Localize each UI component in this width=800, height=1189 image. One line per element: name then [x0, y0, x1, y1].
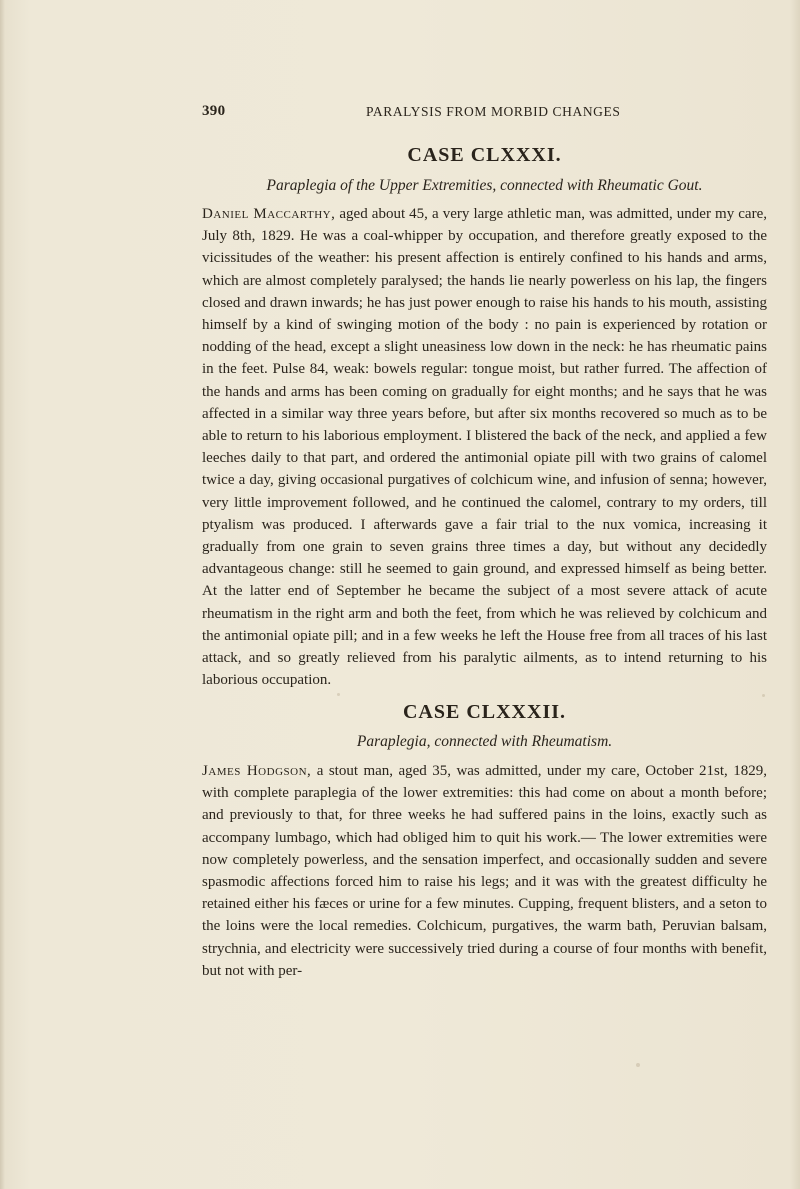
page-gutter-shadow [0, 0, 5, 1189]
case-heading-1: CASE CLXXXI. [407, 144, 562, 166]
running-header [202, 103, 767, 125]
patient-name-1: Daniel Maccarthy, [202, 206, 336, 222]
case-subtitle-2: Paraplegia, connected with Rheumatism. [356, 733, 613, 750]
running-title: PARALYSIS FROM MORBID CHANGES [366, 104, 621, 119]
case-paragraph-1 [202, 203, 767, 691]
case-paragraph-2 [202, 760, 767, 982]
paper-speck [337, 693, 340, 696]
page-number: 390 [202, 103, 226, 119]
paper-speck [762, 694, 765, 697]
case-text-1: aged about 45, a very large athletic man, was admitted, under my care, July 8th, 1829. He was a coal-whipper by occupation, and therefore greatly exposed to the vicissitudes of the weather: his present affection is entirely confined to his hands and arms, which are almost completely paralysed; the hands lie nearly powerless on his lap, the fingers closed and drawn inwards; he has just power enough to raise his hands to his mouth, assisting himself by a kind of swinging motion of the body : no pain is experienced by rotation or nodding of the head, except a slight uneasiness low down in the neck: he has rheumatic pains in the feet. Pulse 84, weak: bowels regular: tongue moist, but rather furred. The affection of the hands and arms has been coming on gradually for eight months; and he says that he was affected in a similar way three years before, but after six months recovered so much as to be able to return to his laborious employment. I blistered the back of the neck, and applied a few leeches daily to that part, and ordered the antimonial opiate pill with two grains of calomel twice a day, giving occasional purgatives of colchicum wine, and infusion of senna; however, very little improvement followed, and he continued the calomel, contrary to my orders, till ptyalism was produced. I afterwards gave a fair trial to the nux vomica, increasing it gradually from one grain to seven grains three times a day, but without any decidedly advantageous change: still he seemed to gain ground, and expressed himself as being better. At the latter end of September he became the subject of a most severe attack of acute rheumatism in the right arm and both the feet, from which he was relieved by colchicum and the antimonial opiate pill; and in a few weeks he left the House free from all traces of his last attack, and so greatly relieved from his paralytic ailments, as to intend returning to his laborious occupation. [202, 206, 767, 689]
case-text-2: a stout man, aged 35, was admitted, under my care, October 21st, 1829, with complete paraplegia of the lower extremities: this had come on about a month before; and previously to that, for three weeks he had suffered pains in the loins, exactly such as accompany lumbago, which had obliged him to quit his work.— The lower extremities were now completely powerless, and the sensation imperfect, and occasionally sudden and severe spasmodic affections forced him to raise his legs; and it was with the greatest difficulty he retained either his fæces or urine for a few minutes. Cupping, frequent blisters, and a seton to the loins were the local remedies. Colchicum, purgatives, the warm bath, Peruvian balsam, strychnia, and electricity were successively tried during a course of four months with benefit, but not with per- [202, 763, 768, 979]
case-subtitle-1: Paraplegia of the Upper Extremities, connected with Rheumatic Gout. [266, 177, 703, 194]
case-heading-2: CASE CLXXXII. [402, 701, 567, 723]
paper-speck [636, 1063, 640, 1067]
patient-name-2: James Hodgson, [202, 763, 312, 779]
